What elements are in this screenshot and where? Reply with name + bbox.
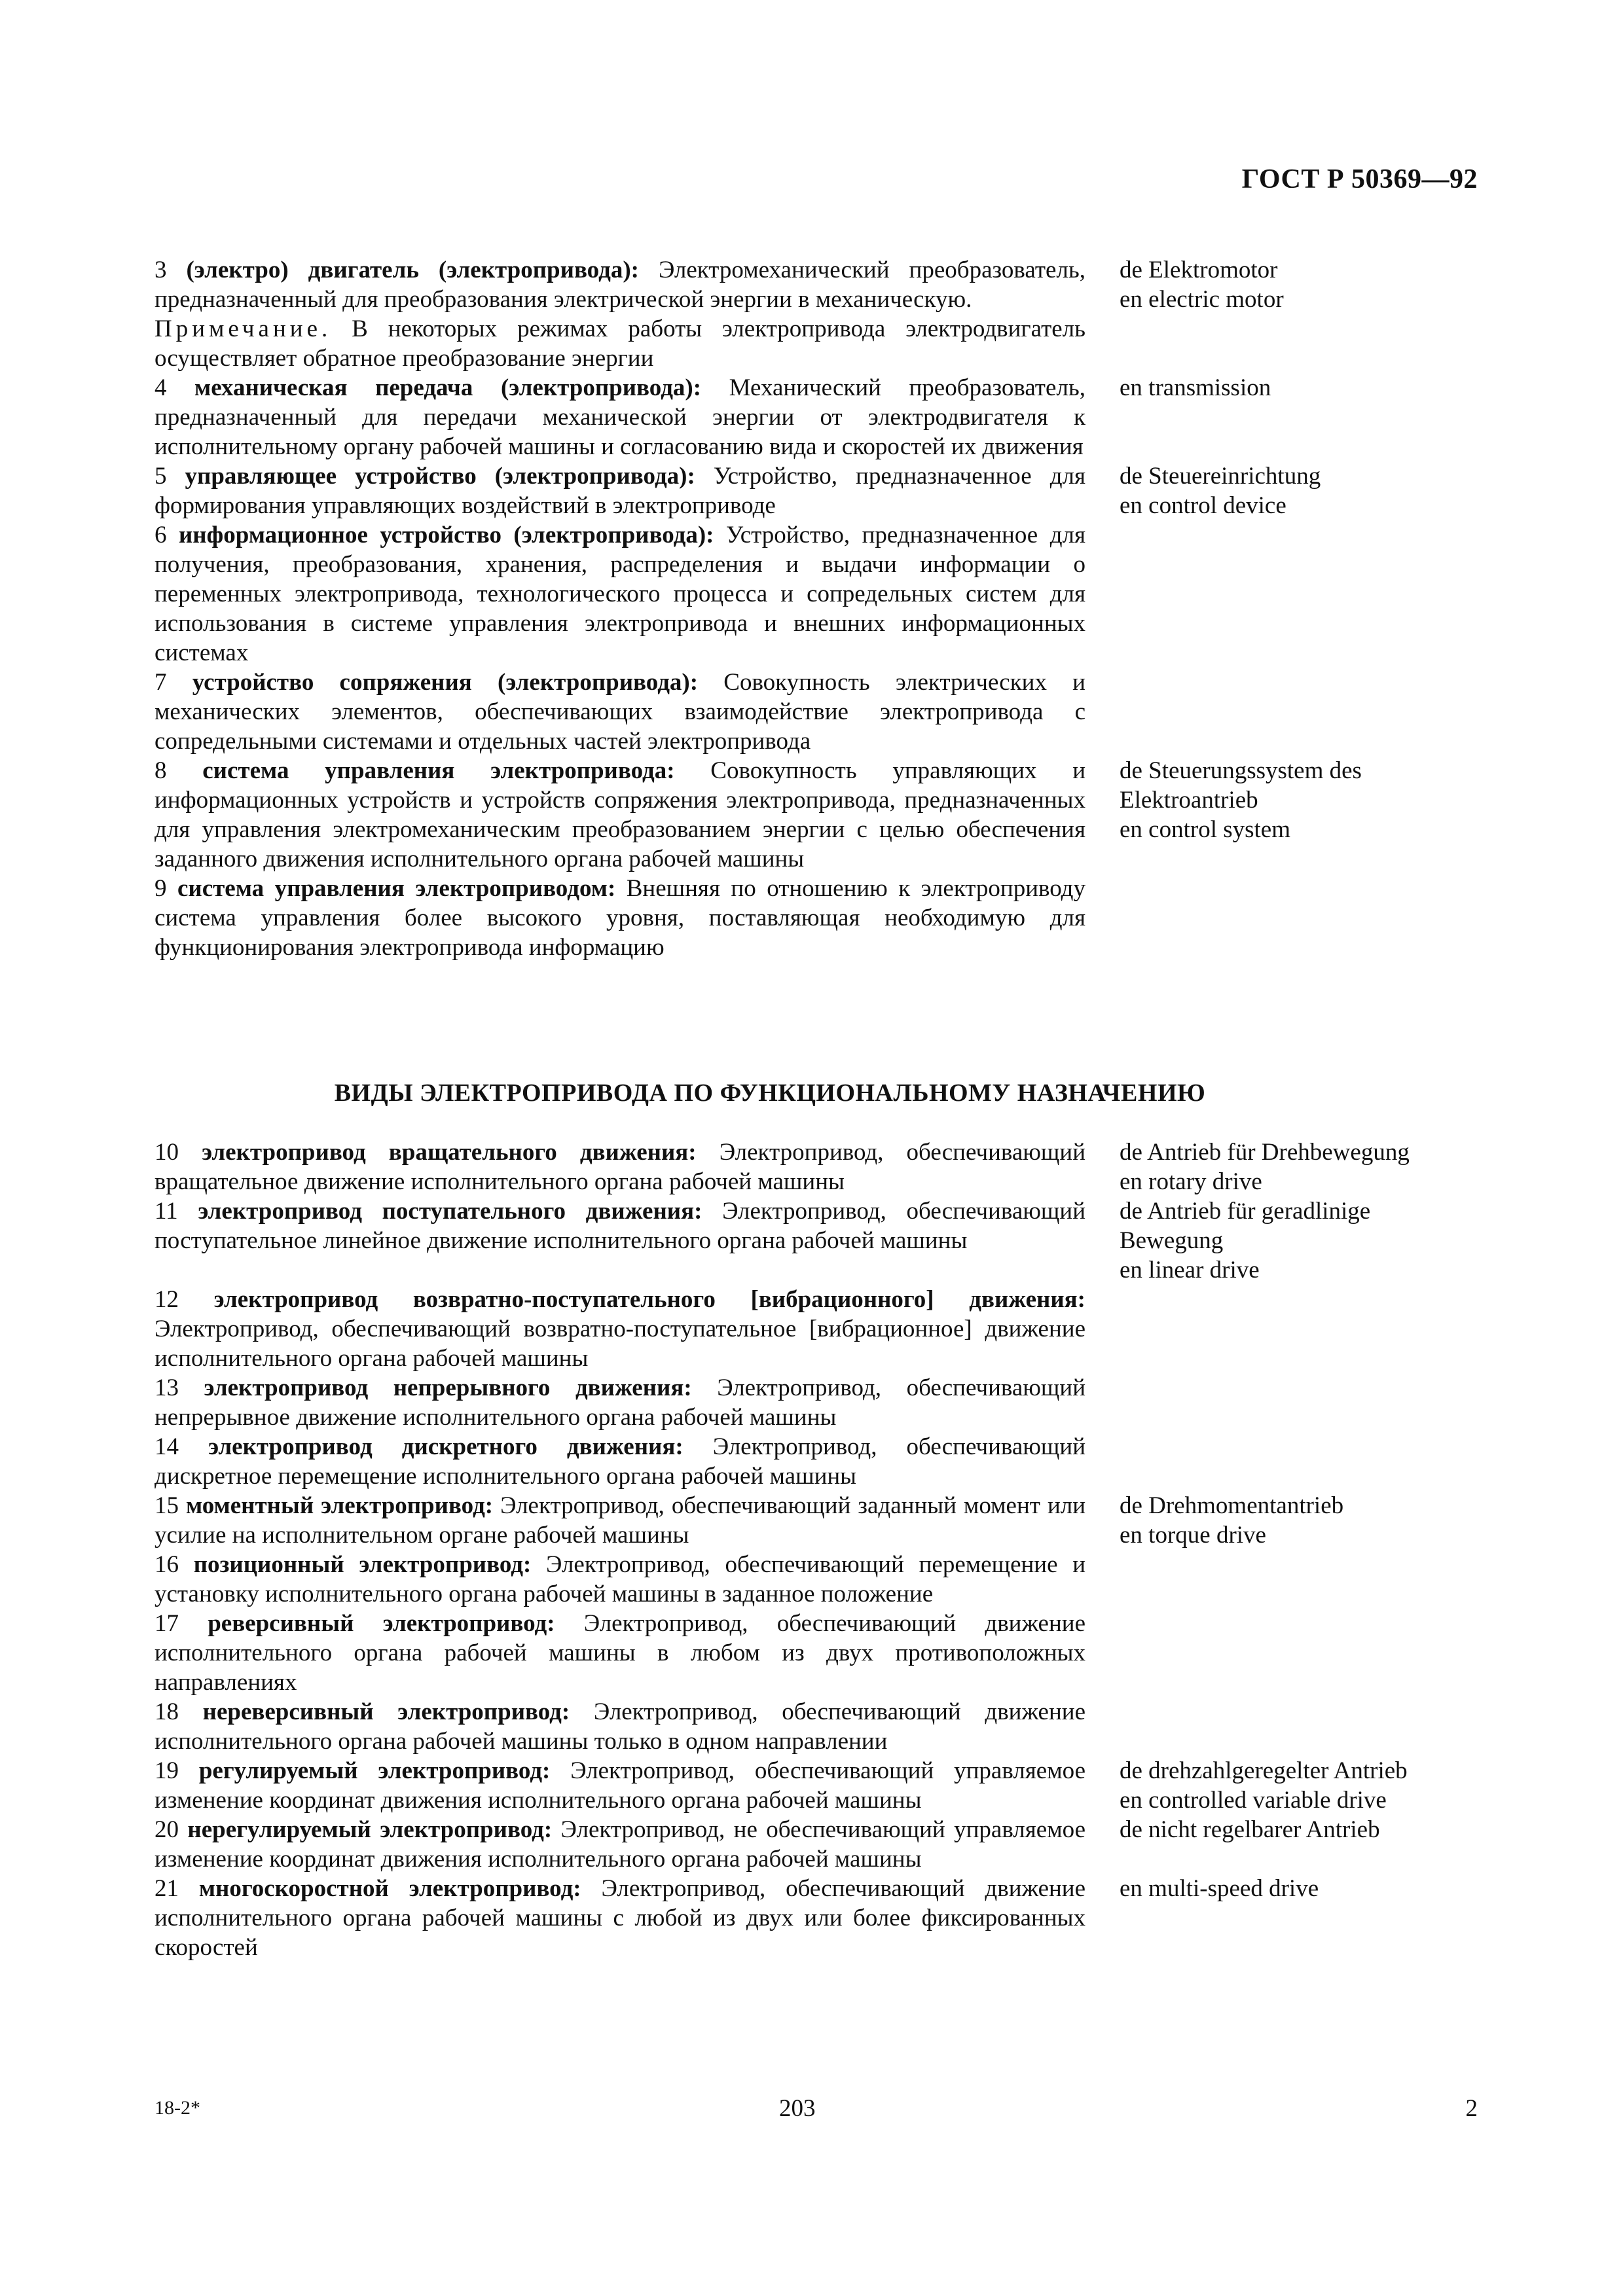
equivalent-term: de drehzahlgeregelter Antrieb	[1120, 1757, 1408, 1784]
term-name: система управления электропривода:	[202, 757, 675, 784]
term-number: 10	[155, 1139, 179, 1166]
equivalent-term: de Antrieb für geradlinige	[1120, 1198, 1371, 1225]
term-text	[155, 255, 1085, 373]
equivalent-term: Elektroantrieb	[1120, 787, 1258, 814]
note-label: Примечание.	[155, 315, 332, 342]
term-text	[155, 756, 1085, 874]
term-name: устройство сопряжения (электропривода):	[192, 669, 699, 696]
term-entry	[155, 1196, 1484, 1285]
term-number: 3	[155, 257, 167, 283]
term-entry	[155, 1874, 1484, 1962]
term-definition: Электропривод, обеспечивающий движение исполнительного органа рабочей машины с любой из двух или более фиксированных скоростей	[155, 1875, 1086, 1961]
term-definition: Устройство, предназначенное для формирования управляющих воздействий в электроприводе	[155, 463, 1086, 519]
term-definition: Устройство, предназначенное для получения, преобразования, хранения, распределения и выдачи информации о переменных электропривода, технологического процесса и сопредельных систем для использования в системе управления электропривода и внешних информационных системах	[155, 522, 1085, 666]
term-text	[155, 1373, 1085, 1432]
term-entry	[155, 520, 1484, 668]
term-text	[155, 520, 1085, 668]
term-list-bottom	[155, 1138, 1484, 1962]
foreign-equivalents	[1120, 373, 1484, 403]
term-text	[155, 1550, 1085, 1609]
equivalent-term: de nicht regelbarer Antrieb	[1120, 1816, 1380, 1843]
term-entry	[155, 1285, 1484, 1373]
term-list-top	[155, 255, 1484, 962]
term-text	[155, 1432, 1085, 1491]
equivalent-term: en multi-speed drive	[1120, 1875, 1319, 1902]
term-number: 14	[155, 1433, 179, 1460]
term-definition: Электропривод, обеспечивающий дискретное перемещение исполнительного органа рабочей машины	[155, 1433, 1086, 1490]
term-entry	[155, 1432, 1484, 1491]
term-definition: Электромеханический преобразователь, предназначенный для преобразования электрической энергии в механическую.	[155, 257, 1086, 313]
equivalent-term: en rotary drive	[1120, 1168, 1262, 1195]
term-name: позиционный электропривод:	[193, 1551, 532, 1578]
term-text	[155, 1609, 1085, 1697]
term-number: 13	[155, 1374, 179, 1401]
term-number: 16	[155, 1551, 179, 1578]
foreign-equivalents	[1120, 1756, 1484, 1815]
document-code: ГОСТ Р 50369—92	[1241, 164, 1478, 194]
term-number: 4	[155, 374, 167, 401]
term-entry	[155, 1491, 1484, 1550]
term-entry	[155, 1609, 1484, 1697]
equivalent-term: de Steuereinrichtung	[1120, 463, 1321, 490]
term-entry	[155, 756, 1484, 874]
equivalent-term: Bewegung	[1120, 1227, 1224, 1254]
term-name: реверсивный электропривод:	[208, 1610, 555, 1637]
section-title: ВИДЫ ЭЛЕКТРОПРИВОДА ПО ФУНКЦИОНАЛЬНОМУ НАЗНАЧЕНИЮ	[334, 1079, 1206, 1107]
term-text	[155, 1874, 1085, 1962]
sheet-number: 2	[1465, 2095, 1478, 2122]
term-entry	[155, 668, 1484, 756]
equivalent-term: de Elektromotor	[1120, 257, 1278, 283]
term-number: 8	[155, 757, 167, 784]
foreign-equivalents	[1120, 461, 1484, 520]
term-text	[155, 373, 1085, 461]
term-name: моментный электропривод:	[186, 1492, 494, 1519]
footer-signature: 18-2*	[155, 2097, 200, 2119]
term-number: 7	[155, 669, 167, 696]
term-name: система управления электроприводом:	[177, 875, 616, 902]
equivalent-term: en control device	[1120, 492, 1286, 519]
equivalent-term: en controlled variable drive	[1120, 1787, 1387, 1814]
page-footer	[0, 2094, 1623, 2127]
term-definition: Электропривод, обеспечивающий управляемое изменение координат движения исполнительного органа рабочей машины	[155, 1757, 1086, 1814]
term-entry	[155, 1373, 1484, 1432]
term-number: 21	[155, 1875, 179, 1902]
term-definition: Совокупность управляющих и информационных устройств и устройств сопряжения электропривода, предназначенных для управления электромеханическим преобразованием энергии с целью обеспечения заданного движения исполнительного органа рабочей машины	[155, 757, 1086, 872]
foreign-equivalents	[1120, 1138, 1484, 1196]
term-name: электропривод поступательного движения:	[198, 1198, 702, 1225]
term-entry	[155, 1756, 1484, 1815]
term-definition: Внешняя по отношению к электроприводу система управления более высокого уровня, поставляющая необходимую для функционирования электропривода информацию	[155, 875, 1086, 961]
term-text	[155, 1285, 1085, 1373]
term-name: многоскоростной электропривод:	[198, 1875, 581, 1902]
equivalent-term: en electric motor	[1120, 286, 1284, 313]
term-definition: Электропривод, обеспечивающий поступательное линейное движение исполнительного органа рабочей машины	[155, 1198, 1085, 1254]
term-name: (электро) двигатель (электропривода):	[186, 257, 639, 283]
term-entry	[155, 1815, 1484, 1874]
term-name: электропривод непрерывного движения:	[204, 1374, 692, 1401]
term-name: механическая передача (электропривода):	[194, 374, 702, 401]
term-name: управляющее устройство (электропривода):	[185, 463, 695, 490]
term-number: 9	[155, 875, 167, 902]
term-text	[155, 1138, 1085, 1196]
term-text	[155, 1196, 1085, 1255]
term-definition: Механический преобразователь, предназначенный для передачи механической энергии от электродвигателя к исполнительному органу рабочей машины и согласованию вида и скоростей их движения	[155, 374, 1085, 460]
foreign-equivalents	[1120, 1196, 1484, 1285]
term-number: 5	[155, 463, 167, 490]
foreign-equivalents	[1120, 1815, 1484, 1844]
term-number: 18	[155, 1698, 179, 1725]
term-entry	[155, 1550, 1484, 1609]
term-name: регулируемый электропривод:	[198, 1757, 551, 1784]
term-name: информационное устройство (электропривода):	[178, 522, 714, 548]
foreign-equivalents	[1120, 255, 1484, 314]
equivalent-term: de Drehmomentantrieb	[1120, 1492, 1344, 1519]
term-name: электропривод вращательного движения:	[202, 1139, 697, 1166]
note-text: В некоторых режимах работы электропривода электродвигатель осуществляет обратное преобразование энергии	[155, 315, 1085, 372]
term-entry	[155, 1138, 1484, 1196]
page-number: 203	[779, 2095, 816, 2122]
term-definition: Электропривод, обеспечивающий заданный момент или усилие на исполнительном органе рабочей машины	[155, 1492, 1086, 1549]
term-number: 15	[155, 1492, 179, 1519]
equivalent-term: en transmission	[1120, 374, 1271, 401]
equivalent-term: de Antrieb für Drehbewegung	[1120, 1139, 1410, 1166]
term-text	[155, 1491, 1085, 1550]
term-name: электропривод возвратно-поступательного [вибрационного] движения:	[213, 1286, 1086, 1313]
term-entry	[155, 461, 1484, 520]
term-number: 17	[155, 1610, 179, 1637]
foreign-equivalents	[1120, 1491, 1484, 1550]
term-number: 6	[155, 522, 167, 548]
equivalent-term: en linear drive	[1120, 1257, 1260, 1283]
term-text	[155, 874, 1085, 962]
term-number: 12	[155, 1286, 179, 1313]
term-entry	[155, 874, 1484, 962]
term-text	[155, 461, 1085, 520]
foreign-equivalents	[1120, 1874, 1484, 1903]
term-definition: Электропривод, обеспечивающий непрерывное движение исполнительного органа рабочей машины	[155, 1374, 1086, 1431]
term-entry	[155, 255, 1484, 373]
term-text	[155, 1756, 1085, 1815]
term-entry	[155, 373, 1484, 461]
foreign-equivalents	[1120, 756, 1484, 844]
term-text	[155, 1815, 1085, 1874]
term-definition: Электропривод, обеспечивающий перемещение и установку исполнительного органа рабочей машины в заданное положение	[155, 1551, 1085, 1607]
term-number: 20	[155, 1816, 179, 1843]
term-definition: Совокупность электрических и механических элементов, обеспечивающих взаимодействие электропривода с сопредельными системами и отдельных частей электропривода	[155, 669, 1085, 755]
term-name: нереверсивный электропривод:	[202, 1698, 570, 1725]
equivalent-term: de Steuerungssystem des	[1120, 757, 1362, 784]
term-text	[155, 1697, 1085, 1756]
term-number: 19	[155, 1757, 179, 1784]
term-definition: Электропривод, обеспечивающий движение исполнительного органа рабочей машины в любом из двух противоположных направлениях	[155, 1610, 1086, 1696]
term-entry	[155, 1697, 1484, 1756]
equivalent-term: en torque drive	[1120, 1522, 1266, 1549]
term-definition: Электропривод, обеспечивающий движение исполнительного органа рабочей машины только в одном направлении	[155, 1698, 1086, 1755]
term-definition: Электропривод, обеспечивающий вращательное движение исполнительного органа рабочей машины	[155, 1139, 1086, 1195]
term-name: электропривод дискретного движения:	[208, 1433, 684, 1460]
term-definition: Электропривод, не обеспечивающий управляемое изменение координат движения исполнительного органа рабочей машины	[155, 1816, 1086, 1873]
term-name: нерегулируемый электропривод:	[187, 1816, 553, 1843]
term-text	[155, 668, 1085, 756]
term-definition: Электропривод, обеспечивающий возвратно-поступательное [вибрационное] движение исполнительного органа рабочей машины	[155, 1316, 1085, 1372]
term-number: 11	[155, 1198, 178, 1225]
equivalent-term: en control system	[1120, 816, 1291, 843]
